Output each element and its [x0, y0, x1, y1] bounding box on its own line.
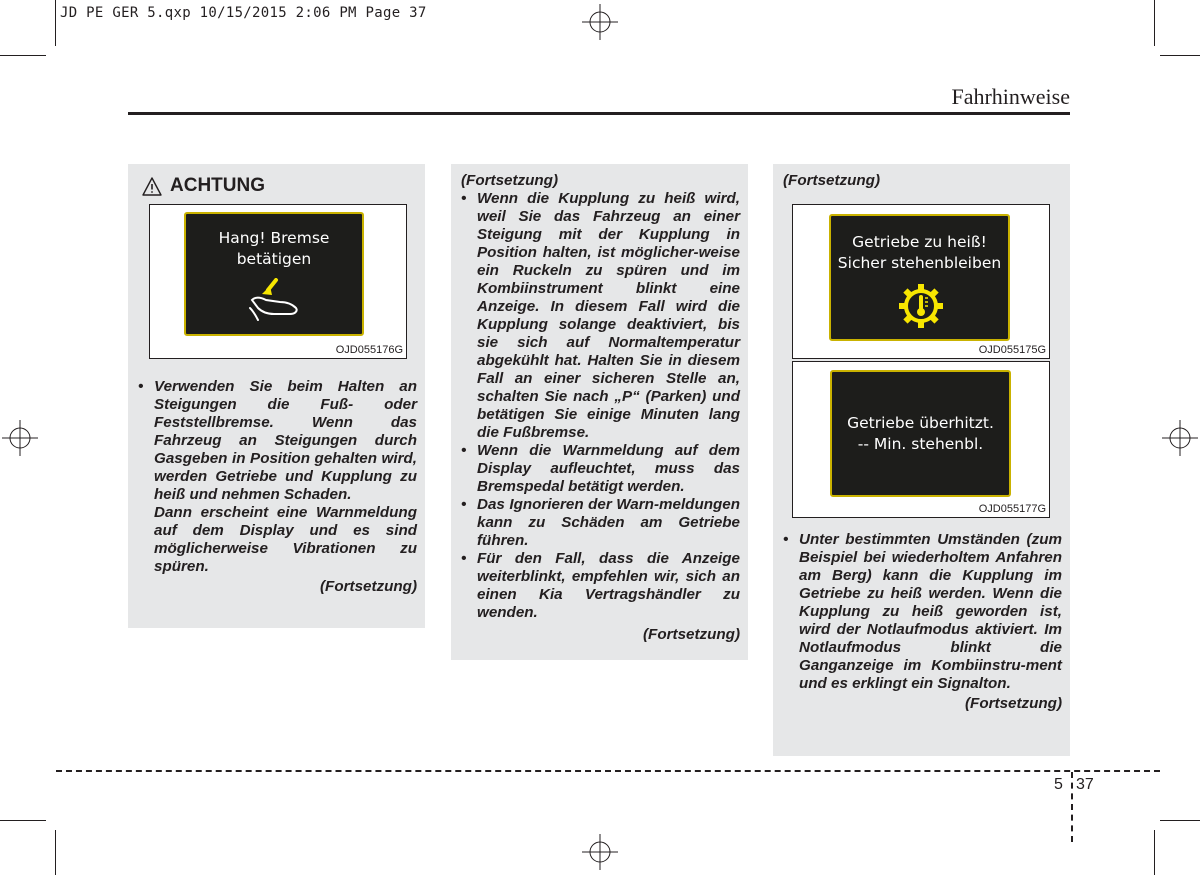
list-item: • Wenn die Warnmeldung auf dem Display aufleuchtet, muss das Bremspedal betätigt werden.	[461, 442, 740, 495]
crop-mark-bottom-left-v	[55, 830, 56, 875]
display-line-1: Getriebe zu heiß!	[852, 233, 987, 251]
figure-gearbox-hot	[792, 204, 1050, 359]
display-line-1: Hang! Bremse	[218, 229, 330, 247]
display-line-2: -- Min. stehenbl.	[857, 435, 984, 453]
figure-code: OJD055177G	[978, 503, 1046, 515]
warning-heading	[142, 175, 265, 197]
col2-text	[461, 172, 740, 644]
content-panel-2	[451, 164, 748, 660]
continued-label: (Fortsetzung)	[319, 578, 417, 595]
display-line-2: betätigen	[236, 250, 312, 268]
registration-mark-right-icon	[1162, 420, 1198, 456]
list-item-continued: Dann erscheint eine Warnmeldung auf dem Display und es sind möglicherweise Vibrationen zu spüren.	[154, 504, 417, 575]
warning-heading-text: ACHTUNG	[170, 175, 265, 196]
footer-dashed-rule	[56, 770, 1160, 772]
continued-label: (Fortsetzung)	[642, 626, 740, 643]
list-item: • Für den Fall, dass die Anzeige weiterblinkt, empfehlen wir, sich an einen Kia Vertragshändler zu wenden.	[461, 550, 740, 621]
warning-triangle-icon	[142, 177, 162, 196]
section-title: Fahrhinweise	[951, 84, 1070, 109]
chapter-number: 5	[1054, 776, 1063, 793]
continued-heading: (Fortsetzung)	[461, 172, 559, 189]
warning-panel	[128, 164, 425, 628]
crop-mark-top-left-h	[0, 55, 46, 56]
registration-mark-bottom-icon	[582, 834, 618, 870]
display-screen	[184, 212, 364, 336]
crop-mark-top-left-v	[55, 0, 56, 46]
continued-label: (Fortsetzung)	[964, 695, 1062, 712]
foot-on-brake-pedal-icon	[246, 278, 304, 322]
display-line-1: Getriebe überhitzt.	[847, 414, 994, 432]
page-number-divider	[1071, 772, 1073, 842]
list-item: • Unter bestimmten Umständen (zum Beispiel bei wiederholtem Anfahren am Berg) kann die Kupplung im Getriebe zu heiß werden. Wenn die Kupplung zu heiß geworden ist, wird der Notlaufmodus aktiviert. Im Notlaufmodus blinkt die Ganganzeige im Kombiinstru-ment und es erklingt ein Signalton.	[783, 531, 1062, 692]
registration-mark-top-icon	[582, 4, 618, 40]
list-item: • Verwenden Sie beim Halten an Steigungen die Fuß- oder Feststellbremse. Wenn das Fahrzeug an Steigungen durch Gasgeben in Position gehalten wird, werden Getriebe und Kupplung zu heiß und nehmen Schaden.	[138, 378, 417, 503]
col3-text	[783, 531, 1062, 713]
figure-gearbox-overheated	[792, 361, 1050, 518]
figure-hill-brake	[149, 204, 407, 359]
crop-mark-bottom-right-v	[1154, 830, 1155, 875]
print-slug: JD PE GER 5.qxp 10/15/2015 2:06 PM Page 37	[60, 5, 427, 21]
list-item: • Wenn die Kupplung zu heiß wird, weil Sie das Fahrzeug an einer Steigung mit der Kupplung in Position halten, ist möglicher-weise ein Ruckeln zu spüren und im Kombiinstrument blinkt eine Anzeige. In diesem Fall wird die Kupplung solange deaktiviert, bis sie sich auf Normaltemperatur abgekühlt hat. Halten Sie in diesem Fall an einer sicheren Stelle an, schalten Sie nach „P“ (Parken) und betätigen Sie einige Minuten lang die Fußbremse.	[461, 190, 740, 441]
registration-mark-left-icon	[2, 420, 38, 456]
crop-mark-top-right-v	[1154, 0, 1155, 46]
col1-text	[138, 378, 417, 596]
display-screen	[830, 370, 1011, 497]
header-rule	[128, 112, 1070, 115]
crop-mark-top-right-h	[1160, 55, 1200, 56]
list-item: • Das Ignorieren der Warn-meldungen kann zu Schäden am Getriebe führen.	[461, 496, 740, 549]
content-panel-3	[773, 164, 1070, 756]
figure-code: OJD055175G	[978, 344, 1046, 356]
figure-code: OJD055176G	[335, 344, 403, 356]
display-line-2: Sicher stehenbleiben	[837, 254, 1002, 272]
crop-mark-bottom-left-h	[0, 820, 46, 821]
gear-temperature-warning-icon	[897, 282, 945, 330]
display-screen	[829, 214, 1010, 341]
continued-heading: (Fortsetzung)	[783, 172, 881, 189]
page-number: 37	[1076, 776, 1094, 793]
crop-mark-bottom-right-h	[1160, 820, 1200, 821]
